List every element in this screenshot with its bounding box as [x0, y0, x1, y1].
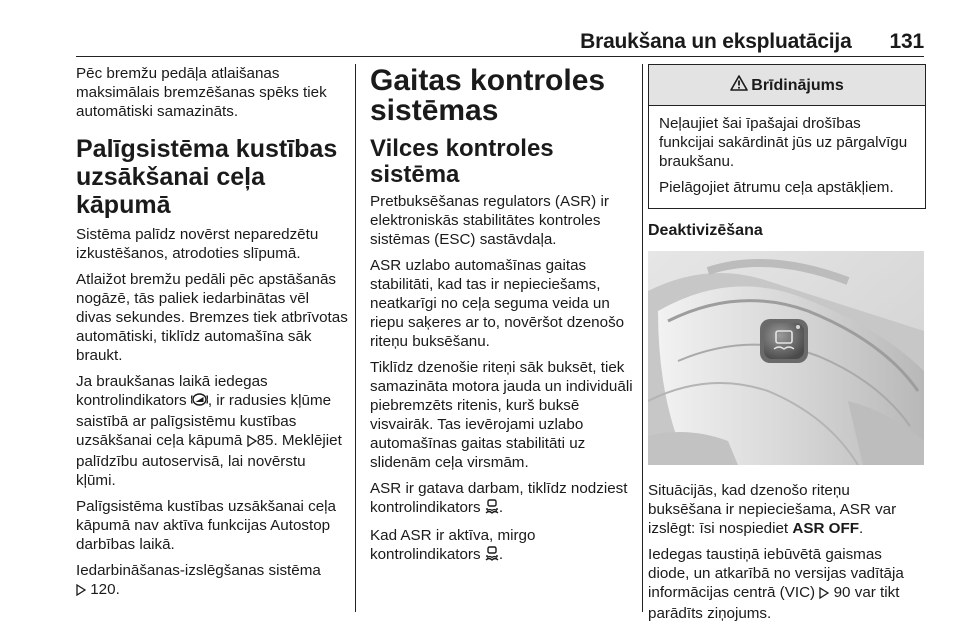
chapter-title: Braukšana un ekspluatācija — [580, 30, 852, 53]
section-heading-driving-control: Gaitas kontroles sistēmas — [370, 64, 606, 127]
warning-title: Brīdinājums — [751, 76, 844, 94]
paragraph: Tiklīdz dzenošie riteņi sāk buksēt, tiek samazināta motora jauda un individuāli piebremzēts ritenis, kurš buksē visvairāk. Tas ievērojami uzlabo automašīnas gaitas stabilitāti uz slidenām ceļa virsmām. — [370, 359, 633, 471]
column-2 — [370, 64, 636, 573]
asr-off-label: ASR OFF — [792, 520, 860, 537]
paragraph-led: Iedegas taustiņā iebūvētā gaismas diode, un atkarībā no versijas vadītāja informācijas centrā (VIC) 90 var tikt parādīts ziņojums. — [648, 546, 904, 622]
column-1 — [76, 64, 348, 608]
column-3 — [648, 64, 926, 630]
paragraph-deactivate: Situācijās, kad dzenošo riteņu buksēšana ir nepieciešama, ASR var izslēgt: īsi nospiediet ASR OFF. — [648, 482, 897, 537]
paragraph: Pēc bremžu pedāļa atlaišanas maksimālais bremzēšanas spēks tiek automātiski samazināts. — [76, 65, 327, 120]
paragraph: Palīgsistēma kustības uzsākšanai ceļa kāpumā nav aktīva funkcijas Autostop darbības laikā. — [76, 498, 337, 553]
column-divider-1 — [355, 64, 356, 612]
subsection-heading-traction: Vilces kontroles sistēma — [370, 135, 554, 188]
paragraph: Sistēma palīdz novērst neparedzētu izkustēšanos, atrodoties slīpumā. — [76, 226, 319, 262]
traction-control-icon — [485, 499, 499, 519]
paragraph-indicator-flash: Kad ASR ir aktīva, mirgo kontrolindikators . — [370, 526, 636, 566]
warning-text: Neļaujiet šai īpašajai drošības funkcijai sakārdināt jūs uz pārgalvīgu braukšanu. — [659, 115, 908, 170]
paragraph-fault: Ja braukšanas laikā iedegas kontrolindikators , ir radusies kļūme saistībā ar palīgsistēmu kustības uzsākšanai ceļa kāpumā 85. Meklējiet palīdzību autoservisā, lai novērstu kļūmi. — [76, 373, 342, 489]
page-number: 131 — [889, 30, 924, 53]
paragraph: Pretbuksēšanas regulators (ASR) ir elektroniskās stabilitātes kontroles sistēmas (ESC) sastāvdaļa. — [370, 193, 609, 248]
column-divider-2 — [642, 64, 643, 612]
reference-triangle-icon[interactable] — [819, 585, 829, 604]
paragraph-indicator-off: ASR ir gatava darbam, tiklīdz nodziest kontrolindikators . — [370, 479, 636, 519]
paragraph: Atlaižot bremžu pedāli pēc apstāšanās nogāzē, tās paliek iedarbinātas vēl divas sekundes. Bremzes tiek atbrīvotas automātiski, tiklīdz automašīna sāk braukt. — [76, 271, 348, 364]
traction-control-icon — [485, 546, 499, 566]
section-heading-hill-start: Palīgsistēma kustības uzsākšanai ceļa kāpumā — [76, 135, 338, 219]
reference-triangle-icon[interactable] — [247, 433, 257, 452]
warning-box — [648, 64, 926, 209]
asr-off-button-illustration — [648, 251, 924, 465]
reference-triangle-icon[interactable] — [76, 582, 86, 601]
header-divider — [76, 56, 924, 57]
page-reference-link[interactable]: 90 — [833, 584, 851, 601]
warning-text: Pielāgojiet ātrumu ceļa apstākļiem. — [659, 179, 894, 196]
page-reference-link[interactable]: 85 — [256, 432, 274, 449]
page-header — [76, 26, 924, 54]
warning-header — [649, 65, 925, 106]
paragraph: ASR uzlabo automašīnas gaitas stabilitāti, kad tas ir nepieciešams, neatkarīgi no ceļa seguma veida un riepu saķeres ar to, novēršot dzenošo riteņu buksēšanu. — [370, 257, 625, 350]
warning-body — [649, 106, 925, 208]
page-reference-link[interactable]: 120 — [90, 581, 116, 598]
hill-start-assist-icon — [191, 392, 208, 412]
warning-triangle-icon — [730, 75, 751, 96]
paragraph-reference: Iedarbināšanas-izslēgšanas sistēma 120. — [76, 561, 348, 601]
section-heading-deactivation: Deaktivizēšana — [648, 222, 763, 239]
